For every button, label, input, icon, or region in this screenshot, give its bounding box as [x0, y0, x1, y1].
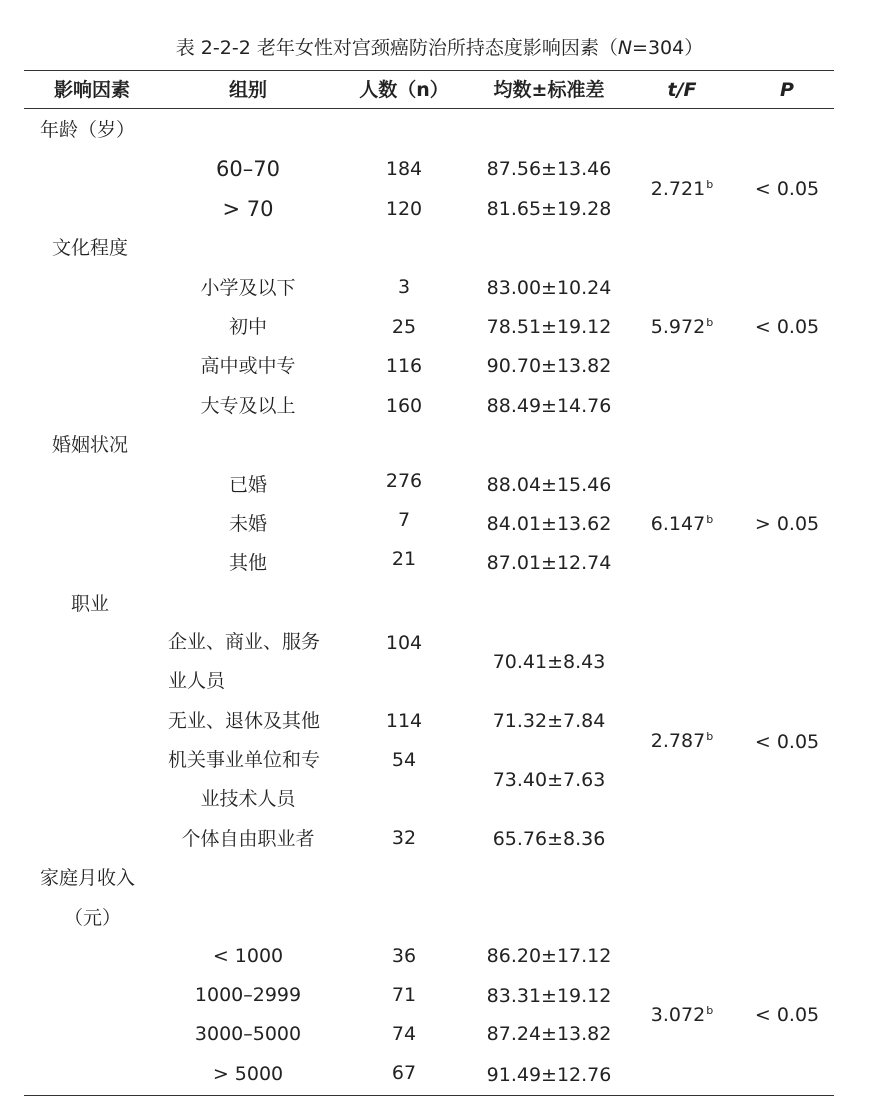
count-cell: 3 — [397, 276, 411, 298]
mean-cell: 91.49±12.76 — [486, 1064, 612, 1086]
header-group: 组别 — [228, 79, 268, 101]
mean-cell: 84.01±13.62 — [486, 513, 612, 535]
count-cell: 184 — [385, 158, 423, 180]
header-count: 人数（n） — [359, 79, 449, 101]
mean-cell: 87.24±13.82 — [486, 1023, 612, 1045]
top-rule — [24, 70, 834, 71]
count-cell: 25 — [391, 316, 417, 338]
mean-cell: 88.49±14.76 — [486, 395, 612, 417]
caption-n-symbol: N — [617, 37, 633, 59]
caption-n-value: =304） — [632, 37, 704, 59]
header-mean: 均数±标准差 — [493, 79, 605, 101]
factor-income-line2: （元） — [64, 907, 122, 929]
mean-cell: 83.00±10.24 — [486, 277, 612, 299]
stat-value: 6.147$^b$ — [650, 512, 714, 535]
p-value: < 0.05 — [754, 1004, 820, 1026]
group-cell: 1000–2999 — [194, 984, 302, 1006]
mean-cell: 87.56±13.46 — [486, 158, 612, 180]
stat-value: 5.972$^b$ — [650, 315, 714, 338]
group-cell: 已婚 — [228, 474, 268, 496]
count-cell: 32 — [391, 827, 417, 849]
mean-cell: 87.01±12.74 — [486, 552, 612, 574]
count-cell: 104 — [385, 632, 423, 654]
mean-cell: 86.20±17.12 — [486, 945, 612, 967]
factor-income-line1: 家庭月收入 — [40, 867, 136, 889]
header-stat: t/F — [667, 79, 697, 101]
group-cell: 个体自由职业者 — [181, 828, 315, 850]
mean-cell: 83.31±19.12 — [486, 985, 612, 1007]
count-cell: 67 — [391, 1062, 417, 1084]
group-cell: 初中 — [228, 316, 268, 338]
count-cell: 160 — [385, 395, 423, 417]
group-cell: 60–70 — [216, 157, 280, 181]
mean-cell: 88.04±15.46 — [486, 474, 612, 496]
header-factor: 影响因素 — [53, 79, 131, 101]
group-cell: 无业、退休及其他 — [168, 710, 321, 732]
count-cell: 120 — [385, 198, 423, 220]
mean-cell: 65.76±8.36 — [492, 828, 606, 850]
mean-cell: 71.32±7.84 — [492, 710, 606, 732]
header-p: P — [780, 79, 794, 101]
caption-prefix: 表 2-2-2 老年女性对宫颈癌防治所持态度影响因素（ — [175, 37, 618, 59]
group-cell-line2: 业技术人员 — [200, 788, 296, 810]
stat-value: 3.072$^b$ — [650, 1003, 714, 1026]
p-value: < 0.05 — [754, 316, 820, 338]
count-cell: 276 — [385, 470, 423, 492]
group-cell: > 70 — [222, 197, 274, 221]
p-value: < 0.05 — [754, 178, 820, 200]
factor-occupation: 职业 — [71, 593, 110, 615]
bottom-rule — [24, 1095, 834, 1096]
factor-marital-status: 婚姻状况 — [52, 434, 129, 456]
group-cell-line2: 业人员 — [168, 670, 226, 692]
group-cell: 其他 — [228, 552, 268, 574]
table-caption — [0, 33, 879, 60]
group-cell: > 5000 — [212, 1063, 284, 1085]
p-value: > 0.05 — [754, 513, 820, 535]
p-value: < 0.05 — [754, 731, 820, 753]
group-cell-line1: 机关事业单位和专 — [168, 749, 321, 771]
group-cell: 高中或中专 — [200, 355, 296, 377]
mean-cell: 78.51±19.12 — [486, 316, 612, 338]
stat-value: 2.721$^b$ — [650, 177, 714, 200]
mean-cell: 90.70±13.82 — [486, 355, 612, 377]
count-cell: 116 — [385, 355, 423, 377]
group-cell: 3000–5000 — [194, 1023, 302, 1045]
stat-value: 2.787$^b$ — [650, 729, 714, 752]
count-cell: 71 — [391, 984, 417, 1006]
count-cell: 21 — [391, 548, 417, 570]
count-cell: 7 — [397, 509, 411, 531]
count-cell: 74 — [391, 1023, 417, 1045]
mean-cell: 73.40±7.63 — [492, 769, 606, 791]
count-cell: 36 — [391, 945, 417, 967]
group-cell-line1: 企业、商业、服务 — [168, 631, 321, 653]
mean-cell: 81.65±19.28 — [486, 198, 612, 220]
group-cell: 未婚 — [228, 513, 268, 535]
mean-cell: 70.41±8.43 — [492, 651, 606, 673]
count-cell: 114 — [385, 710, 423, 732]
group-cell: < 1000 — [212, 945, 284, 967]
factor-education: 文化程度 — [52, 237, 129, 259]
group-cell: 大专及以上 — [200, 395, 296, 417]
group-cell: 小学及以下 — [200, 277, 296, 299]
header-rule — [24, 108, 834, 109]
count-cell: 54 — [391, 749, 417, 771]
factor-age: 年龄（岁） — [40, 119, 136, 141]
